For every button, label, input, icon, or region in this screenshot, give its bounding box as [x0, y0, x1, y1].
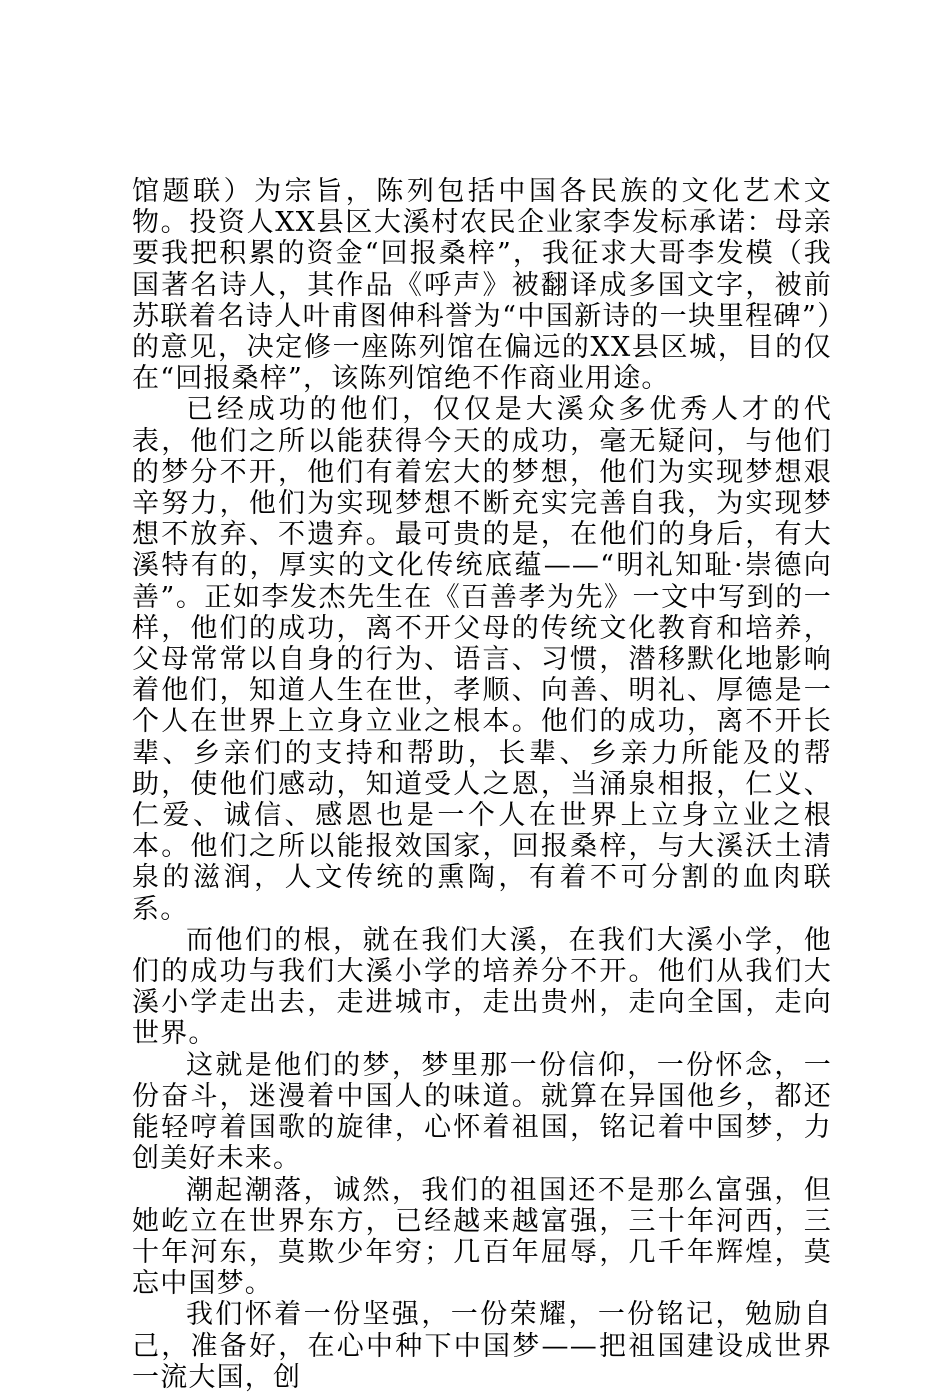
paragraph-5: 潮起潮落，诚然，我们的祖国还不是那么富强，但她屹立在世界东方，已经越来越富强，三十年河西，三十年河东，莫欺少年穷；几百年屈辱，几千年辉煌，莫忘中国梦。 — [132, 1174, 832, 1300]
paragraph-3: 而他们的根，就在我们大溪，在我们大溪小学，他们的成功与我们大溪小学的培养分不开。他们从我们大溪小学走出去，走进城市，走出贵州，走向全国，走向世界。 — [132, 924, 832, 1050]
document-page — [132, 176, 832, 1393]
paragraph-2: 已经成功的他们，仅仅是大溪众多优秀人才的代表，他们之所以能获得今天的成功，毫无疑问，与他们的梦分不开，他们有着宏大的梦想，他们为实现梦想艰辛努力，他们为实现梦想不断充实完善自我，为实现梦想不放弃、不遗弃。最可贵的是，在他们的身后，有大溪特有的，厚实的文化传统底蕴——“明礼知耻·崇德向善”。正如李发杰先生在《百善孝为先》一文中写到的一样，他们的成功，离不开父母的传统文化教育和培养，父母常常以自身的行为、语言、习惯，潜移默化地影响着他们，知道人生在世，孝顺、向善、明礼、厚德是一个人在世界上立身立业之根本。他们的成功，离不开长辈、乡亲们的支持和帮助，长辈、乡亲力所能及的帮助，使他们感动，知道受人之恩，当涌泉相报，仁义、仁爱、诚信、感恩也是一个人在世界上立身立业之根本。他们之所以能报效国家，回报桑梓，与大溪沃土清泉的滋润，人文传统的熏陶，有着不可分割的血肉联系。 — [132, 394, 832, 925]
paragraph-6: 我们怀着一份坚强，一份荣耀，一份铭记，勉励自己，准备好，在心中种下中国梦——把祖国建设成世界一流大国，创 — [132, 1299, 832, 1393]
paragraph-4: 这就是他们的梦，梦里那一份信仰，一份怀念，一份奋斗，迷漫着中国人的味道。就算在异国他乡，都还能轻哼着国歌的旋律，心怀着祖国，铭记着中国梦，力创美好未来。 — [132, 1049, 832, 1175]
paragraph-1: 馆题联）为宗旨，陈列包括中国各民族的文化艺术文物。投资人XX县区大溪村农民企业家李发标承诺：母亲要我把积累的资金“回报桑梓”，我征求大哥李发模（我国著名诗人，其作品《呼声》被翻译成多国文字，被前苏联着名诗人叶甫图伸科誉为“中国新诗的一块里程碑”）的意见，决定修一座陈列馆在偏远的XX县区城，目的仅在“回报桑梓”，该陈列馆绝不作商业用途。 — [132, 176, 832, 395]
